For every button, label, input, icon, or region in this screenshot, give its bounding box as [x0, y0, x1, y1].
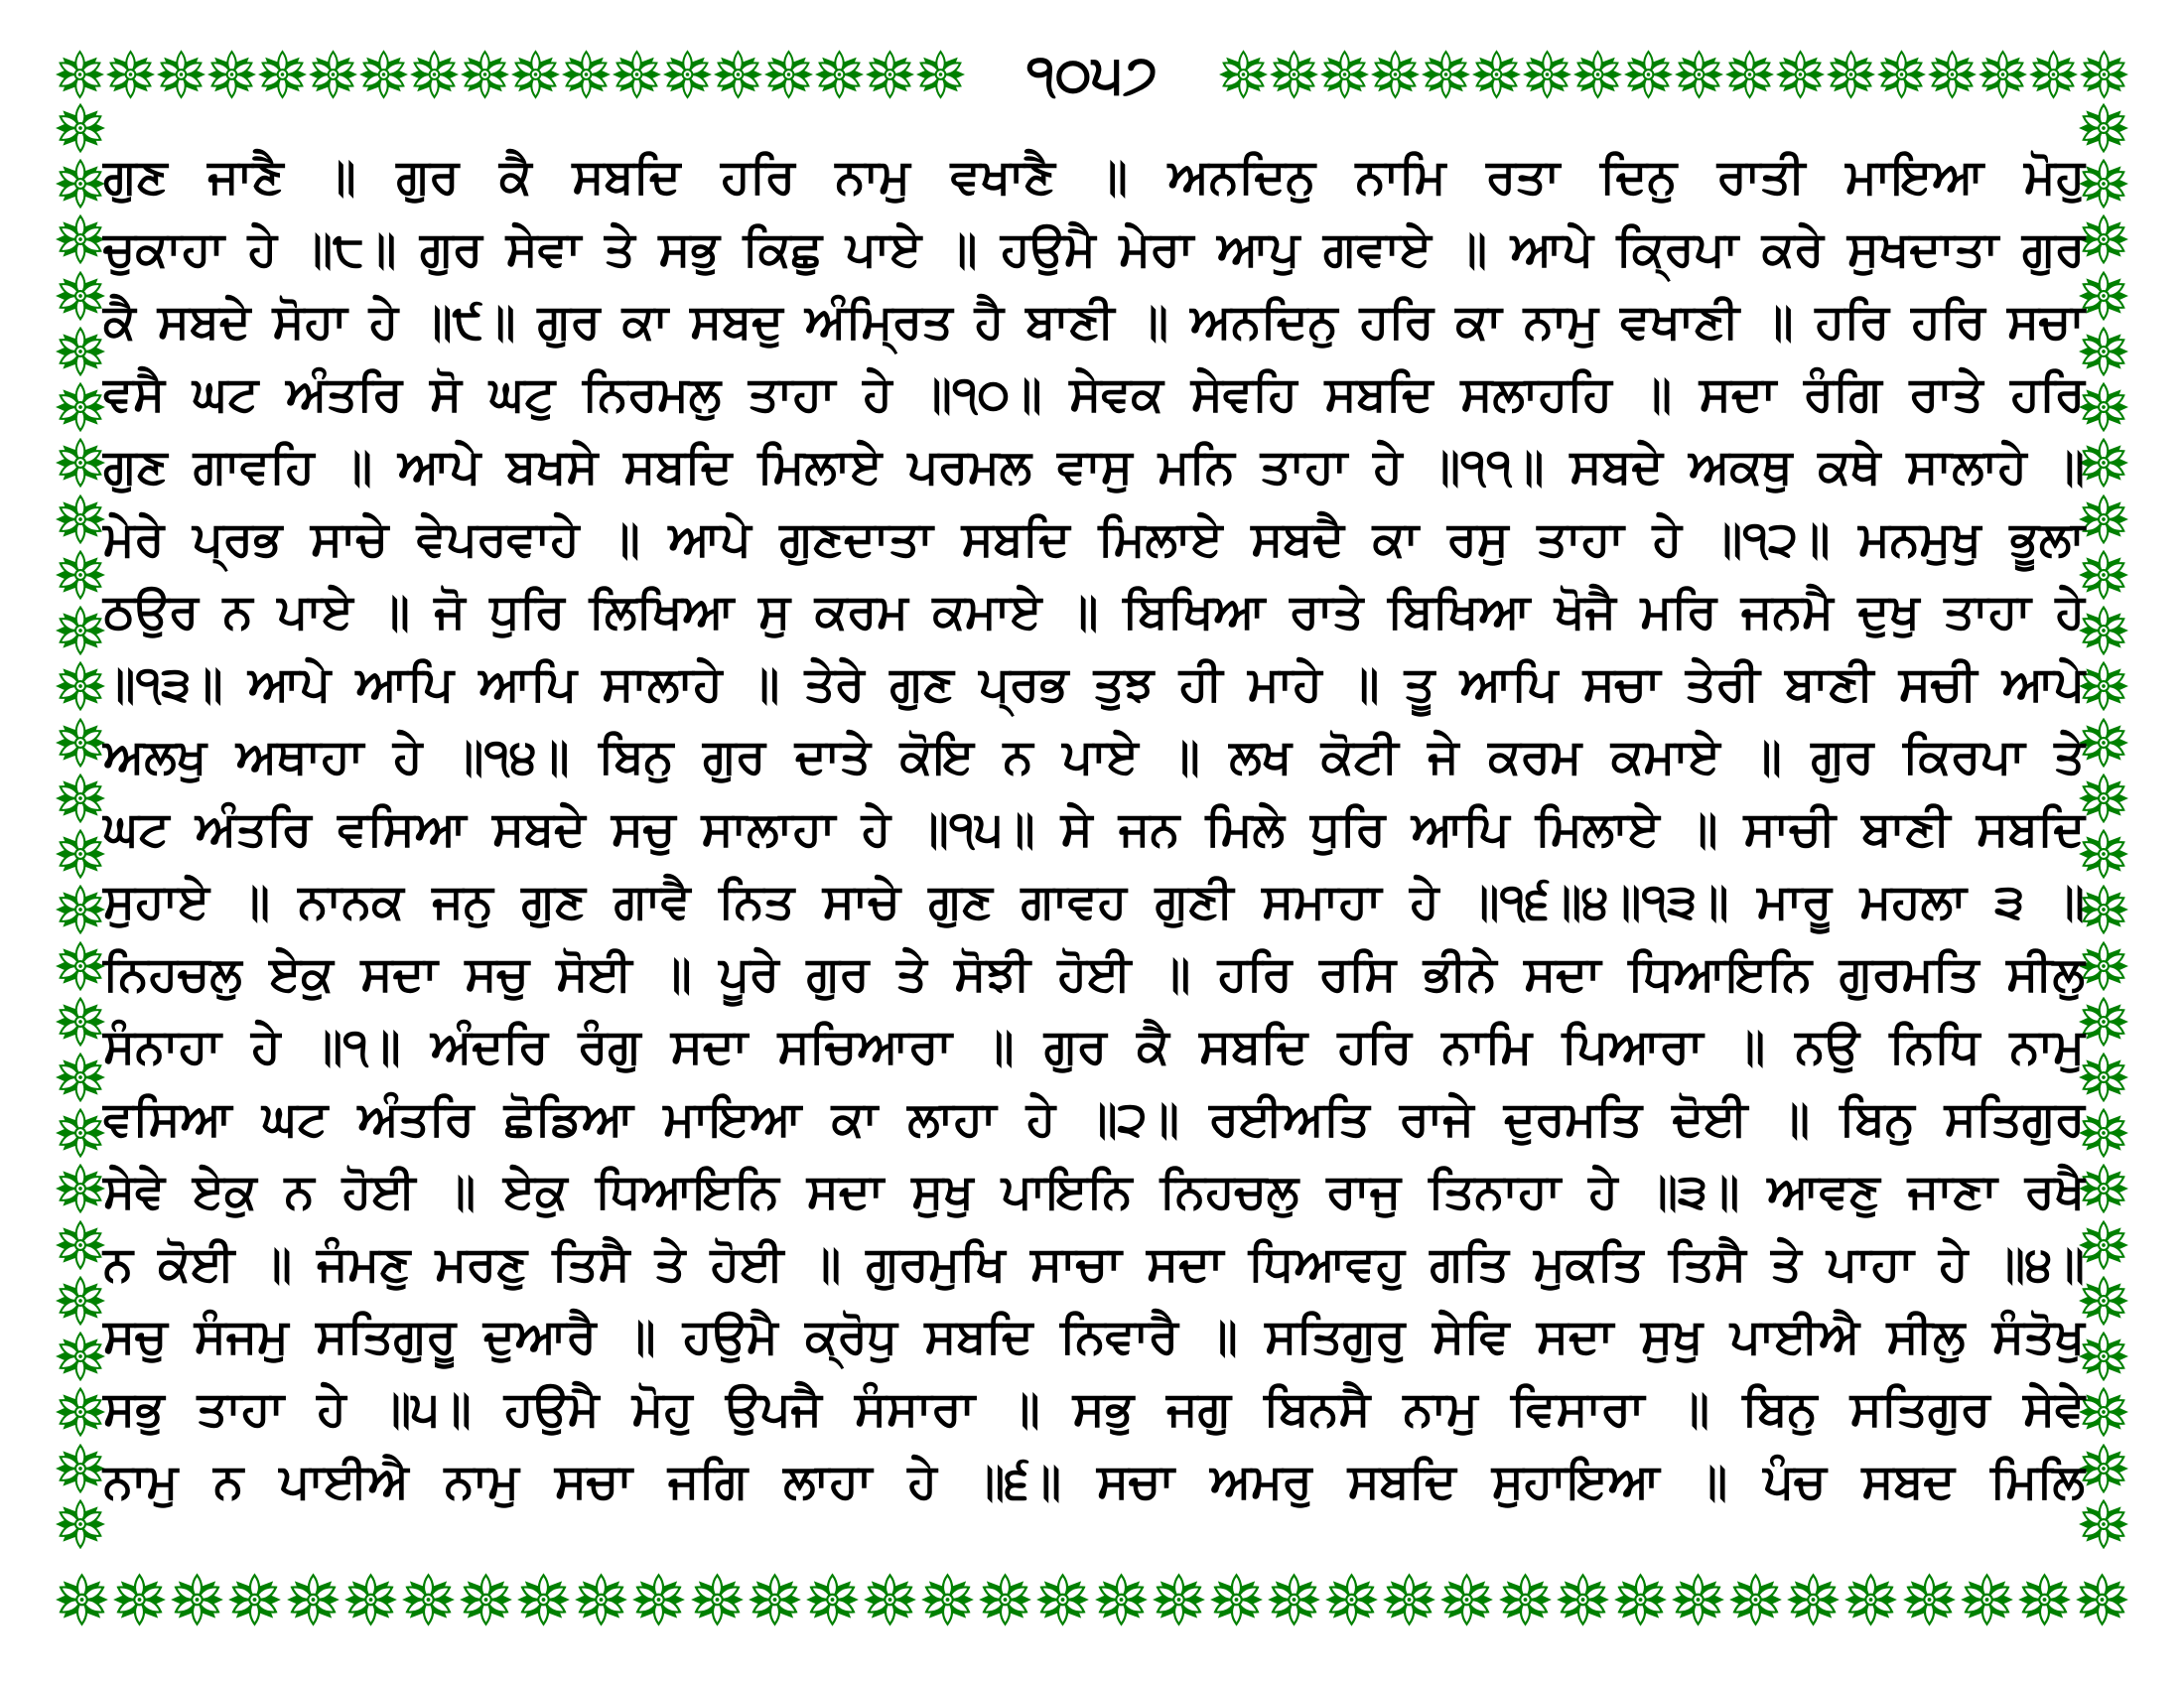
text-line-13: ਸੰਨਾਹਾ ਹੇ ॥੧॥ ਅੰਦਰਿ ਰੰਗੁ ਸਦਾ ਸਚਿਆਰਾ ॥ ਗੁਰ ਕੈ ਸਬਦਿ ਹਰਿ ਨਾਮਿ ਪਿਆਰਾ ॥ ਨਉ ਨਿਧਿ ਨਾਮੁ [103, 1019, 2085, 1074]
flower-ornament-icon [814, 43, 865, 106]
flower-ornament-icon [1209, 1568, 1264, 1631]
scripture-text [103, 141, 2085, 1518]
flower-ornament-icon [105, 43, 156, 106]
flower-ornament-icon [2078, 1051, 2129, 1104]
flower-ornament-icon [1724, 43, 1775, 106]
border-ornaments-top-left [55, 43, 966, 106]
flower-ornament-icon [2078, 659, 2129, 713]
flower-ornament-icon [748, 1568, 802, 1631]
text-line-16: ਨ ਕੋਈ ॥ ਜੰਮਣੁ ਮਰਣੁ ਤਿਸੈ ਤੇ ਹੋਈ ॥ ਗੁਰਮੁਖਿ ਸਾਚਾ ਸਦਾ ਧਿਆਵਹੁ ਗਤਿ ਮੁਕਤਿ ਤਿਸੈ ਤੇ ਪਾਹਾ ਹੇ ॥੪॥ [103, 1236, 2085, 1292]
text-line-11: ਸੁਹਾਏ ॥ ਨਾਨਕ ਜਨੁ ਗੁਣ ਗਾਵੈ ਨਿਤ ਸਾਚੇ ਗੁਣ ਗਾਵਹ ਗੁਣੀ ਸਮਾਹਾ ਹੇ ॥੧੬॥੪॥੧੩॥ ਮਾਰੂ ਮਹਲਾ ੩ ॥ [103, 874, 2085, 929]
text-line-19: ਨਾਮੁ ਨ ਪਾਈਐ ਨਾਮੁ ਸਚਾ ਜਗਿ ਲਾਹਾ ਹੇ ॥੬॥ ਸਚਾ ਅਮਰੁ ਸਬਦਿ ਸੁਹਾਇਆ ॥ ਪੰਚ ਸਬਦ ਮਿਲਿ [103, 1454, 2085, 1509]
flower-ornament-icon [713, 43, 763, 106]
flower-ornament-icon [55, 1330, 106, 1383]
flower-ornament-icon [55, 325, 106, 378]
flower-ornament-icon [170, 1568, 224, 1631]
flower-ornament-icon [156, 43, 206, 106]
text-line-12: ਨਿਹਚਲੁ ਏਕੁ ਸਦਾ ਸਚੁ ਸੋਈ ॥ ਪੂਰੇ ਗੁਰ ਤੇ ਸੋਝੀ ਹੋਈ ॥ ਹਰਿ ਰਸਿ ਭੀਨੇ ਸਦਾ ਧਿਆਇਨਿ ਗੁਰਮਤਿ ਸੀਲੁ [103, 946, 2085, 1002]
flower-ornament-icon [2078, 716, 2129, 770]
flower-ornament-icon [55, 492, 106, 546]
flower-ornament-icon [459, 1568, 513, 1631]
flower-ornament-icon [1671, 1568, 1725, 1631]
text-line-2: ਚੁਕਾਹਾ ਹੇ ॥੮॥ ਗੁਰ ਸੇਵਾ ਤੇ ਸਭੁ ਕਿਛੁ ਪਾਏ ॥ ਹਉਮੈ ਮੇਰਾ ਆਪੁ ਗਵਾਏ ॥ ਆਪੇ ਕ੍ਰਿਪਾ ਕਰੇ ਸੁਖਦਾਤਾ ਗੁਰ [103, 221, 2085, 277]
flower-ornament-icon [55, 1162, 106, 1215]
text-line-6: ਮੇਰੇ ਪ੍ਰਭ ਸਾਚੇ ਵੇਪਰਵਾਹੇ ॥ ਆਪੇ ਗੁਣਦਾਤਾ ਸਬਦਿ ਮਿਲਾਏ ਸਬਦੈ ਕਾ ਰਸੁ ਤਾਹਾ ਹੇ ॥੧੨॥ ਮਨਮੁਖੁ ਭੂਲਾ [103, 511, 2085, 567]
flower-ornament-icon [574, 1568, 628, 1631]
flower-ornament-icon [2078, 492, 2129, 546]
text-line-3: ਕੈ ਸਬਦੇ ਸੋਹਾ ਹੇ ॥੯॥ ਗੁਰ ਕਾ ਸਬਦੁ ਅੰਮ੍ਰਿਤ ਹੈ ਬਾਣੀ ॥ ਅਨਦਿਨੁ ਹਰਿ ਕਾ ਨਾਮੁ ਵਖਾਣੀ ॥ ਹਰਿ ਹਰਿ ਸਚਾ [103, 294, 2085, 350]
flower-ornament-icon [690, 1568, 745, 1631]
text-line-7: ਠਉਰ ਨ ਪਾਏ ॥ ਜੋ ਧੁਰਿ ਲਿਖਿਆ ਸੁ ਕਰਮ ਕਮਾਏ ॥ ਬਿਖਿਆ ਰਾਤੇ ਬਿਖਿਆ ਖੋਜੈ ਮਰਿ ਜਨਮੈ ਦੁਖੁ ਤਾਹਾ ਹੇ [103, 584, 2085, 639]
flower-ornament-icon [1927, 43, 1978, 106]
flower-ornament-icon [1035, 1568, 1090, 1631]
flower-ornament-icon [358, 43, 409, 106]
flower-ornament-icon [805, 1568, 860, 1631]
flower-ornament-icon [2078, 1106, 2129, 1160]
flower-ornament-icon [2078, 1442, 2129, 1495]
flower-ornament-icon [1674, 43, 1724, 106]
flower-ornament-icon [1902, 1568, 1957, 1631]
flower-ornament-icon [2078, 883, 2129, 936]
flower-ornament-icon [55, 1442, 106, 1495]
flower-ornament-icon [1319, 43, 1370, 106]
flower-ornament-icon [1421, 43, 1471, 106]
flower-ornament-icon [409, 43, 460, 106]
flower-ornament-icon [55, 716, 106, 770]
flower-ornament-icon [55, 157, 106, 211]
flower-ornament-icon [915, 43, 966, 106]
flower-ornament-icon [1269, 43, 1319, 106]
flower-ornament-icon [2078, 772, 2129, 825]
flower-ornament-icon [1728, 1568, 1783, 1631]
flower-ornament-icon [865, 43, 915, 106]
flower-ornament-icon [55, 548, 106, 602]
flower-ornament-icon [206, 43, 257, 106]
flower-ornament-icon [1613, 1568, 1668, 1631]
flower-ornament-icon [978, 1568, 1032, 1631]
flower-ornament-icon [55, 1051, 106, 1104]
flower-ornament-icon [55, 43, 105, 106]
border-ornaments-right [2078, 101, 2129, 1551]
flower-ornament-icon [2078, 1274, 2129, 1328]
flower-ornament-icon [2075, 1568, 2129, 1631]
flower-ornament-icon [1786, 1568, 1841, 1631]
flower-ornament-icon [308, 43, 358, 106]
flower-ornament-icon [55, 101, 106, 155]
flower-ornament-icon [1439, 1568, 1494, 1631]
flower-ornament-icon [2078, 1330, 2129, 1383]
flower-ornament-icon [2028, 43, 2079, 106]
flower-ornament-icon [55, 827, 106, 881]
flower-ornament-icon [2078, 1385, 2129, 1439]
flower-ornament-icon [2078, 212, 2129, 266]
flower-ornament-icon [2078, 1218, 2129, 1272]
flower-ornament-icon [1522, 43, 1572, 106]
text-line-1: ਗੁਣ ਜਾਣੈ ॥ ਗੁਰ ਕੈ ਸਬਦਿ ਹਰਿ ਨਾਮੁ ਵਖਾਣੈ ॥ ਅਨਦਿਨੁ ਨਾਮਿ ਰਤਾ ਦਿਨੁ ਰਾਤੀ ਮਾਇਆ ਮੋਹੁ [103, 149, 2085, 205]
flower-ornament-icon [2079, 43, 2129, 106]
flower-ornament-icon [55, 1385, 106, 1439]
flower-ornament-icon [1218, 43, 1269, 106]
flower-ornament-icon [1471, 43, 1522, 106]
text-line-17: ਸਚੁ ਸੰਜਮੁ ਸਤਿਗੁਰੂ ਦੁਆਰੈ ॥ ਹਉਮੈ ਕ੍ਰੋਧੁ ਸਬਦਿ ਨਿਵਾਰੈ ॥ ਸਤਿਗੁਰੁ ਸੇਵਿ ਸਦਾ ਸੁਖੁ ਪਾਈਐ ਸੀਲੁ ਸੰਤੋਖੁ [103, 1309, 2085, 1364]
flower-ornament-icon [460, 43, 510, 106]
text-line-18: ਸਭੁ ਤਾਹਾ ਹੇ ॥੫॥ ਹਉਮੈ ਮੋਹੁ ਉਪਜੈ ਸੰਸਾਰਾ ॥ ਸਭੁ ਜਗੁ ਬਿਨਸੈ ਨਾਮੁ ਵਿਸਾਰਾ ॥ ਬਿਨੁ ਸਤਿਗੁਰ ਸੇਵੇ [103, 1381, 2085, 1437]
flower-ornament-icon [612, 43, 662, 106]
flower-ornament-icon [55, 772, 106, 825]
flower-ornament-icon [2078, 604, 2129, 657]
flower-ornament-icon [55, 436, 106, 490]
flower-ornament-icon [1843, 1568, 1898, 1631]
flower-ornament-icon [2078, 548, 2129, 602]
flower-ornament-icon [55, 1218, 106, 1272]
flower-ornament-icon [510, 43, 561, 106]
flower-ornament-icon [401, 1568, 456, 1631]
flower-ornament-icon [2078, 939, 2129, 993]
flower-ornament-icon [227, 1568, 282, 1631]
flower-ornament-icon [2078, 1162, 2129, 1215]
flower-ornament-icon [1267, 1568, 1321, 1631]
text-line-14: ਵਸਿਆ ਘਟ ਅੰਤਰਿ ਛੋਡਿਆ ਮਾਇਆ ਕਾ ਲਾਹਾ ਹੇ ॥੨॥ ਰਈਅਤਿ ਰਾਜੇ ਦੁਰਮਤਿ ਦੋਈ ॥ ਬਿਨੁ ਸਤਿਗੁਰ [103, 1091, 2085, 1147]
flower-ornament-icon [55, 380, 106, 434]
flower-ornament-icon [763, 43, 814, 106]
flower-ornament-icon [516, 1568, 571, 1631]
flower-ornament-icon [1826, 43, 1876, 106]
flower-ornament-icon [2078, 380, 2129, 434]
flower-ornament-icon [55, 212, 106, 266]
flower-ornament-icon [55, 269, 106, 323]
flower-ornament-icon [1623, 43, 1674, 106]
text-line-5: ਗੁਣ ਗਾਵਹਿ ॥ ਆਪੇ ਬਖਸੇ ਸਬਦਿ ਮਿਲਾਏ ਪਰਮਲ ਵਾਸੁ ਮਨਿ ਤਾਹਾ ਹੇ ॥੧੧॥ ਸਬਦੇ ਅਕਥੁ ਕਥੇ ਸਾਲਾਹੇ ॥ [103, 439, 2085, 494]
flower-ornament-icon [55, 995, 106, 1049]
flower-ornament-icon [2078, 269, 2129, 323]
flower-ornament-icon [1094, 1568, 1149, 1631]
flower-ornament-icon [1960, 1568, 2014, 1631]
flower-ornament-icon [1876, 43, 1927, 106]
page-number: ੧੦੫੭ [1025, 43, 1159, 105]
flower-ornament-icon [55, 604, 106, 657]
flower-ornament-icon [1556, 1568, 1610, 1631]
flower-ornament-icon [286, 1568, 341, 1631]
flower-ornament-icon [55, 883, 106, 936]
flower-ornament-icon [2078, 436, 2129, 490]
flower-ornament-icon [112, 1568, 167, 1631]
flower-ornament-icon [2078, 157, 2129, 211]
text-line-4: ਵਸੈ ਘਟ ਅੰਤਰਿ ਸੋ ਘਟੁ ਨਿਰਮਲੁ ਤਾਹਾ ਹੇ ॥੧੦॥ ਸੇਵਕ ਸੇਵਹਿ ਸਬਦਿ ਸਲਾਹਹਿ ॥ ਸਦਾ ਰੰਗਿ ਰਾਤੇ ਹਰਿ [103, 366, 2085, 422]
text-line-8: ॥੧੩॥ ਆਪੇ ਆਪਿ ਆਪਿ ਸਾਲਾਹੇ ॥ ਤੇਰੇ ਗੁਣ ਪ੍ਰਭ ਤੁਝ ਹੀ ਮਾਹੇ ॥ ਤੂ ਆਪਿ ਸਚਾ ਤੇਰੀ ਬਾਣੀ ਸਚੀ ਆਪੇ [103, 656, 2085, 712]
flower-ornament-icon [920, 1568, 975, 1631]
text-line-15: ਸੇਵੇ ਏਕੁ ਨ ਹੋਈ ॥ ਏਕੁ ਧਿਆਇਨਿ ਸਦਾ ਸੁਖੁ ਪਾਇਨਿ ਨਿਹਚਲੁ ਰਾਜੁ ਤਿਨਾਹਾ ਹੇ ॥੩॥ ਆਵਣੁ ਜਾਣਾ ਰਖੈ [103, 1164, 2085, 1219]
flower-ornament-icon [55, 659, 106, 713]
flower-ornament-icon [1382, 1568, 1436, 1631]
flower-ornament-icon [1498, 1568, 1553, 1631]
flower-ornament-icon [2017, 1568, 2072, 1631]
text-line-10: ਘਟ ਅੰਤਰਿ ਵਸਿਆ ਸਬਦੇ ਸਚੁ ਸਾਲਾਹਾ ਹੇ ॥੧੫॥ ਸੇ ਜਨ ਮਿਲੇ ਧੁਰਿ ਆਪਿ ਮਿਲਾਏ ॥ ਸਾਚੀ ਬਾਣੀ ਸਬਦਿ [103, 801, 2085, 857]
flower-ornament-icon [257, 43, 308, 106]
text-line-9: ਅਲਖੁ ਅਥਾਹਾ ਹੇ ॥੧੪॥ ਬਿਨੁ ਗੁਰ ਦਾਤੇ ਕੋਇ ਨ ਪਾਏ ॥ ਲਖ ਕੋਟੀ ਜੇ ਕਰਮ ਕਮਾਏ ॥ ਗੁਰ ਕਿਰਪਾ ਤੇ [103, 729, 2085, 784]
flower-ornament-icon [1324, 1568, 1379, 1631]
flower-ornament-icon [631, 1568, 686, 1631]
flower-ornament-icon [55, 1274, 106, 1328]
flower-ornament-icon [2078, 1497, 2129, 1551]
flower-ornament-icon [1152, 1568, 1206, 1631]
flower-ornament-icon [1775, 43, 1826, 106]
flower-ornament-icon [2078, 827, 2129, 881]
flower-ornament-icon [55, 1568, 109, 1631]
flower-ornament-icon [55, 939, 106, 993]
flower-ornament-icon [1978, 43, 2028, 106]
flower-ornament-icon [1370, 43, 1421, 106]
border-ornaments-left [55, 101, 106, 1551]
border-ornaments-top-right [1218, 43, 2129, 106]
flower-ornament-icon [1572, 43, 1623, 106]
flower-ornament-icon [55, 1106, 106, 1160]
flower-ornament-icon [2078, 101, 2129, 155]
flower-ornament-icon [2078, 325, 2129, 378]
flower-ornament-icon [2078, 995, 2129, 1049]
border-ornaments-bottom [55, 1567, 2129, 1632]
flower-ornament-icon [561, 43, 612, 106]
flower-ornament-icon [662, 43, 713, 106]
flower-ornament-icon [863, 1568, 917, 1631]
flower-ornament-icon [343, 1568, 398, 1631]
flower-ornament-icon [55, 1497, 106, 1551]
border-top [55, 40, 2129, 109]
